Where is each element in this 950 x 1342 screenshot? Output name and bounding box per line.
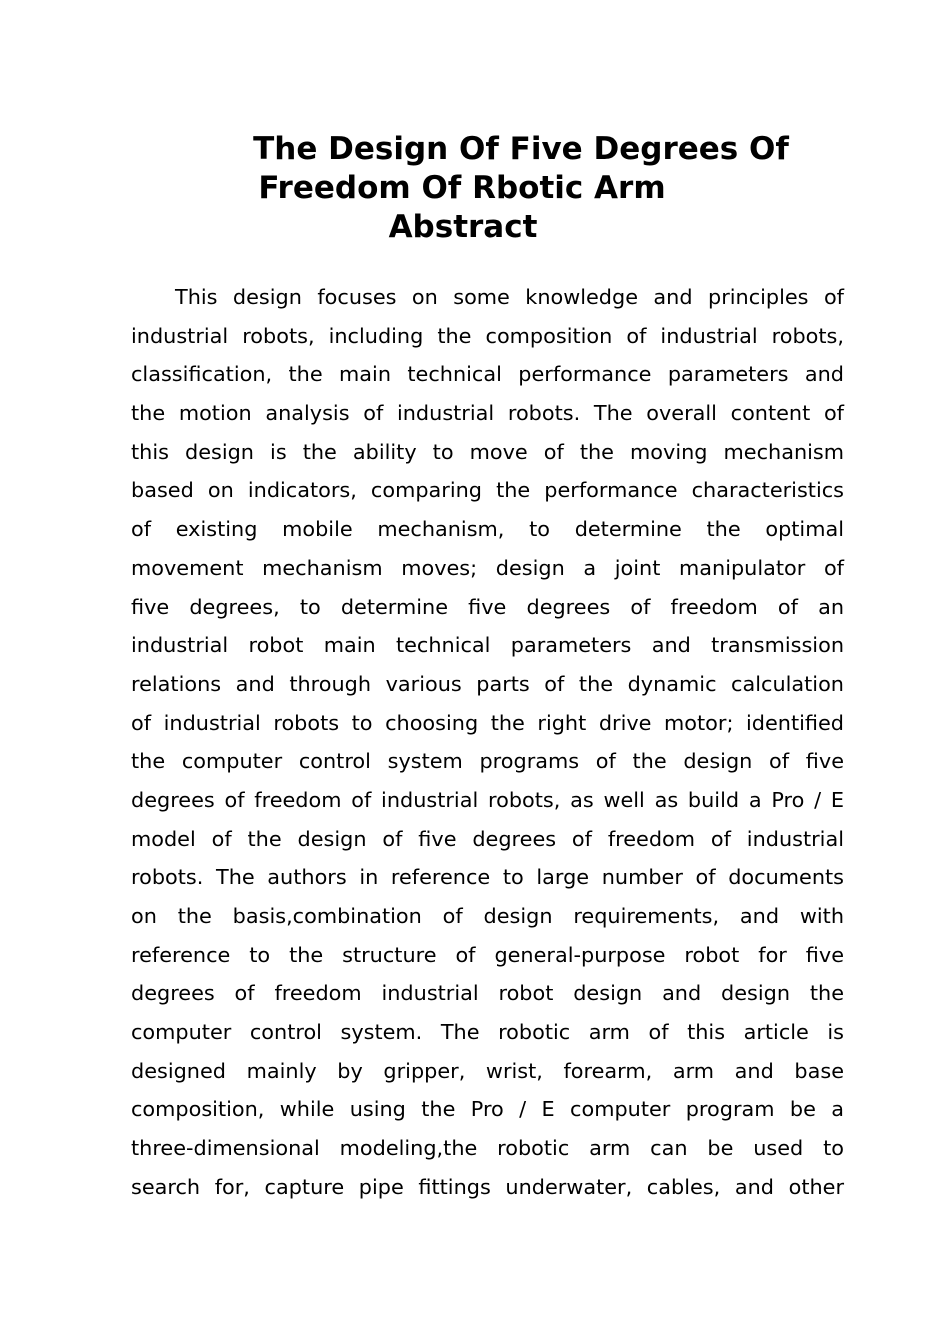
paragraph-line: robots. The authors in reference to large number of documents xyxy=(131,865,844,890)
title-line: Freedom Of Rbotic Arm xyxy=(258,170,666,206)
paragraph-line: classification, the main technical performance parameters and xyxy=(131,362,844,387)
paragraph-line: designed mainly by gripper, wrist, forearm, arm and base xyxy=(131,1058,844,1083)
paragraph-line: degrees of freedom industrial robot design and design the xyxy=(131,981,844,1006)
paragraph-line: of existing mobile mechanism, to determine the optimal xyxy=(131,517,844,542)
paragraph-line: of industrial robots to choosing the right drive motor; identified xyxy=(131,710,844,735)
paragraph-line: three-dimensional modeling,the robotic arm can be used to xyxy=(131,1136,844,1161)
paragraph-line: degrees of freedom of industrial robots, as well as build a Pro / E xyxy=(131,787,844,812)
paragraph-line: model of the design of five degrees of freedom of industrial xyxy=(131,826,844,851)
paragraph-line: composition, while using the Pro / E computer program be a xyxy=(131,1097,844,1122)
paragraph-line: this design is the ability to move of the moving mechanism xyxy=(131,439,844,464)
paragraph-line: five degrees, to determine five degrees of freedom of an xyxy=(131,594,844,619)
paragraph-line: based on indicators, comparing the performance characteristics xyxy=(131,478,844,503)
document-title xyxy=(0,130,950,247)
paragraph-line: search for, capture pipe fittings underwater, cables, and other xyxy=(131,1174,844,1199)
paragraph-line: on the basis,combination of design requirements, and with xyxy=(131,904,844,928)
paragraph-line: computer control system. The robotic arm of this article is xyxy=(131,1020,844,1045)
paragraph-line: reference to the structure of general-purpose robot for five xyxy=(131,942,844,967)
abstract-paragraph xyxy=(131,278,844,1207)
paragraph-line: This design focuses on some knowledge and principles of xyxy=(175,285,844,309)
paragraph-line: the motion analysis of industrial robots. The overall content of xyxy=(131,401,844,426)
paragraph-line: the computer control system programs of the design of five xyxy=(131,749,844,774)
paragraph-line: industrial robots, including the composition of industrial robots, xyxy=(131,323,844,348)
title-line: The Design Of Five Degrees Of xyxy=(253,131,789,167)
paragraph-line: movement mechanism moves; design a joint manipulator of xyxy=(131,555,844,580)
paragraph-line: industrial robot main technical parameters and transmission xyxy=(131,633,844,658)
abstract-heading: Abstract xyxy=(388,209,538,245)
paragraph-line: relations and through various parts of the dynamic calculation xyxy=(131,671,844,696)
